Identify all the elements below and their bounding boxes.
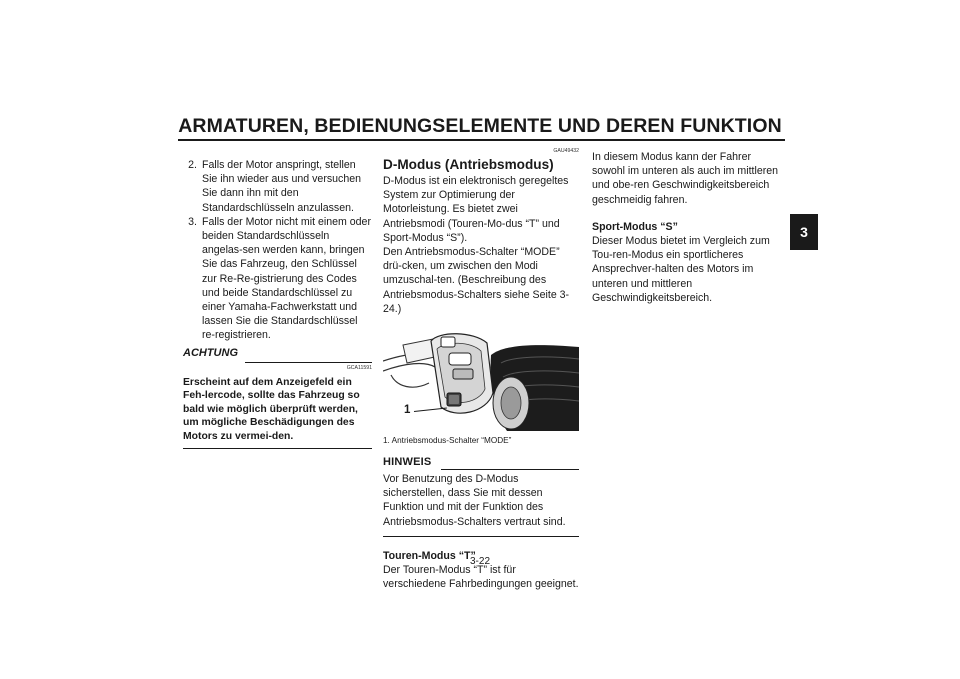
- figure-caption: 1. Antriebsmodus-Schalter “MODE”: [383, 436, 512, 446]
- column-left: [183, 158, 372, 449]
- list-item: [183, 215, 372, 343]
- touren-mode-heading: Touren-Modus “T”: [383, 549, 476, 562]
- achtung-text: Erscheint auf dem Anzeigefeld ein Feh-lercode, sollte das Fahrzeug so bald wie möglich überprüft werden, um mögliche Beschädigungen des Motors zu vermei-den.: [183, 376, 360, 443]
- step-number: 3.: [188, 215, 197, 228]
- section-intro: D-Modus ist ein elektronisch geregeltes System zur Optimierung der Motorleistung. Es bietet zwei Antriebsmodi (Touren-Mo-dus “T” und Sport-Modus “S”).: [383, 175, 569, 244]
- section-intro-2: Den Antriebsmodus-Schalter “MODE” drü-cken, um zwischen den Modi umzuschal-ten. (Beschreibung des Antriebsmodus-Schalters siehe Seite 3-24.): [383, 246, 570, 315]
- handlebar-switch-illustration: [383, 323, 579, 431]
- hinweis-text: Vor Benutzung des D-Modus sicherstellen, dass Sie mit dessen Funktion und mit der Funktion des Antriebsmodus-Schalters vertraut sind.: [383, 473, 566, 528]
- list-item: [183, 158, 372, 215]
- step-text: Falls der Motor nicht mit einem oder beiden Standardschlüsseln angelas-sen werden kann, bringen Sie das Fahrzeug, den Schlüssel zur Re-Re-gistrierung des Codes und beide Standardschlüssel zu einer Yamaha-Fachwerkstatt und lassen Sie die Standardschlüssel re-registrieren.: [202, 215, 371, 342]
- section-code: GAU49432: [553, 148, 579, 154]
- touren-mode-text: Der Touren-Modus “T” ist für verschiedene Fahrbedingungen geeignet.: [383, 564, 579, 591]
- touren-mode-continued: In diesem Modus kann der Fahrer sowohl im unteren als auch im mittleren und obe-ren Geschwindigkeitsbereich geschmeidig fahren.: [592, 151, 779, 206]
- sport-mode-text: Dieser Modus bietet im Vergleich zum Tou-ren-Modus ein sportlicheres Ansprechver-halten des Motors im unteren und mittleren Geschwindigkeitsbereich.: [592, 235, 770, 304]
- page-number: 3-22: [469, 556, 490, 567]
- chapter-tab: 3: [790, 214, 818, 250]
- step-number: 2.: [188, 159, 197, 171]
- sport-mode-heading: Sport-Modus “S”: [592, 220, 678, 233]
- step-text: Falls der Motor anspringt, stellen Sie ihn wieder aus und versuchen Sie dann ihn mit den Standardschlüsseln anzulassen.: [202, 159, 362, 214]
- achtung-code: GCA11591: [346, 364, 372, 371]
- hinweis-label: HINWEIS: [383, 456, 432, 469]
- achtung-header: [183, 346, 372, 362]
- header-rule: [178, 139, 785, 141]
- hinweis-end-rule: [383, 536, 579, 537]
- column-right: [592, 150, 784, 305]
- hinweis-rule: [441, 469, 579, 470]
- achtung-rule: [245, 362, 372, 363]
- achtung-label: ACHTUNG: [183, 346, 238, 359]
- section-heading: D-Modus (Antriebsmodus): [383, 157, 554, 172]
- column-middle: [383, 148, 579, 591]
- hinweis-header: [383, 454, 579, 471]
- achtung-end-rule: [183, 448, 372, 449]
- callout-number: 1: [404, 404, 411, 417]
- page-title: ARMATUREN, BEDIENUNGSELEMENTE UND DEREN FUNKTION: [178, 115, 782, 137]
